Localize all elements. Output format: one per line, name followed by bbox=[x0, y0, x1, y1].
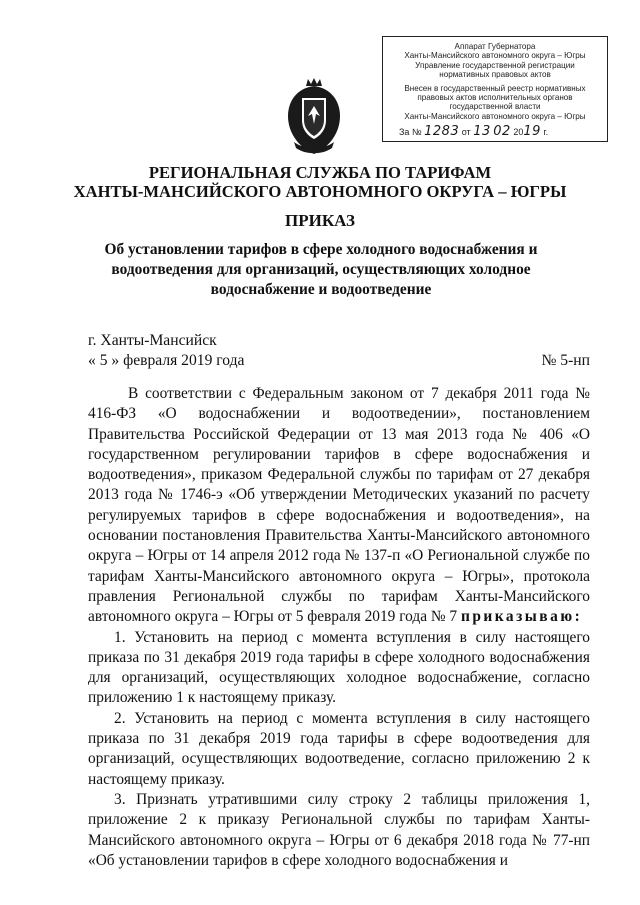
document-date: « 5 » февраля 2019 года bbox=[88, 352, 245, 369]
stamp-line: Управление государственной регистрации bbox=[415, 60, 575, 70]
stamp-line: правовых актов исполнительных органов bbox=[417, 93, 573, 103]
stamp-reg-from: от bbox=[461, 126, 471, 137]
preamble-paragraph bbox=[88, 384, 590, 628]
coat-of-arms-emblem bbox=[280, 76, 348, 158]
stamp-reg-suffix: г. bbox=[543, 126, 549, 137]
document-body bbox=[88, 384, 590, 871]
stamp-reg-prefix: За № bbox=[399, 126, 422, 137]
stamp-reg-number: 1283 bbox=[424, 123, 460, 139]
document-subject: Об установлении тарифов в сфере холодного водоснабжения и водоотведения для организаций, осуществляющих холодное водоснабжение и водоотведение bbox=[104, 241, 538, 298]
stamp-line: Внесен в государственный реестр нормативных bbox=[404, 83, 586, 93]
stamp-reg-month: 02 bbox=[493, 123, 511, 139]
stamp-line: Ханты-Мансийского автономного округа – Югры bbox=[404, 51, 586, 61]
org-title-line2: ХАНТЫ-МАНСИЙСКОГО АВТОНОМНОГО ОКРУГА – ЮГРЫ bbox=[73, 182, 567, 201]
prikazyvayu-word: приказываю: bbox=[460, 608, 583, 626]
order-item-2: 2. Установить на период с момента вступления в силу настоящего приказа по 31 декабря 2019 года тарифы в сфере водоотведения для организаций, осуществляющих водоотведение, согласно приложению 2 к настоящему приказу. bbox=[88, 709, 590, 788]
stamp-reg-year: 19 bbox=[523, 123, 541, 139]
city: г. Ханты-Мансийск bbox=[88, 332, 217, 349]
order-item-1: 1. Установить на период с момента вступления в силу настоящего приказа по 31 декабря 2019 года тарифы в сфере холодного водоснабжения для организаций, осуществляющих холодное водоснабжение, согласно приложению 1 к настоящему приказу. bbox=[88, 628, 590, 707]
stamp-line: Ханты-Мансийского автономного округа – Югры bbox=[404, 111, 586, 121]
document-number: № 5-нп bbox=[541, 352, 590, 369]
stamp-line: нормативных правовых актов bbox=[439, 70, 551, 80]
preamble-text: В соответствии с Федеральным законом от 7 декабря 2011 года № 416-ФЗ «О водоснабжении и водоотведении», постановлением Правительства Российской Федерации от 13 мая 2013 года № 406 «О государственном регулировании тарифов в сфере водоснабжения и водоотведения», приказом Федеральной службы по тарифам от 27 декабря 2013 года № 1746-э «Об утверждении Методических указаний по расчету регулируемых тарифов в сфере водоснабжения и водоотведения», на основании постановления Правительства Ханты-Мансийского автономного округа – Югры от 14 апреля 2012 года № 137-п «О Региональной службе по тарифам Ханты-Мансийского автономного округа – Югры», протокола правления Региональной службы по тарифам Ханты-Мансийского автономного округа – Югры от 5 февраля 2019 года № 7 bbox=[88, 385, 590, 626]
stamp-registration-number bbox=[399, 123, 549, 139]
registration-stamp bbox=[382, 36, 608, 142]
order-item-3: 3. Признать утратившими силу строку 2 таблицы приложения 1, приложение 2 к приказу Региональной службы по тарифам Ханты-Мансийского автономного округа – Югры от 6 декабря 2018 года № 77-нп «Об установлении тарифов в сфере холодного водоснабжения и bbox=[88, 790, 590, 869]
document-type: ПРИКАЗ bbox=[285, 211, 355, 230]
stamp-reg-year-prefix: 20 bbox=[513, 126, 524, 137]
stamp-reg-day: 13 bbox=[473, 123, 491, 139]
stamp-line: Аппарат Губернатора bbox=[454, 42, 536, 51]
org-title-line1: РЕГИОНАЛЬНАЯ СЛУЖБА ПО ТАРИФАМ bbox=[148, 163, 492, 182]
stamp-line: государственной власти bbox=[449, 102, 541, 112]
